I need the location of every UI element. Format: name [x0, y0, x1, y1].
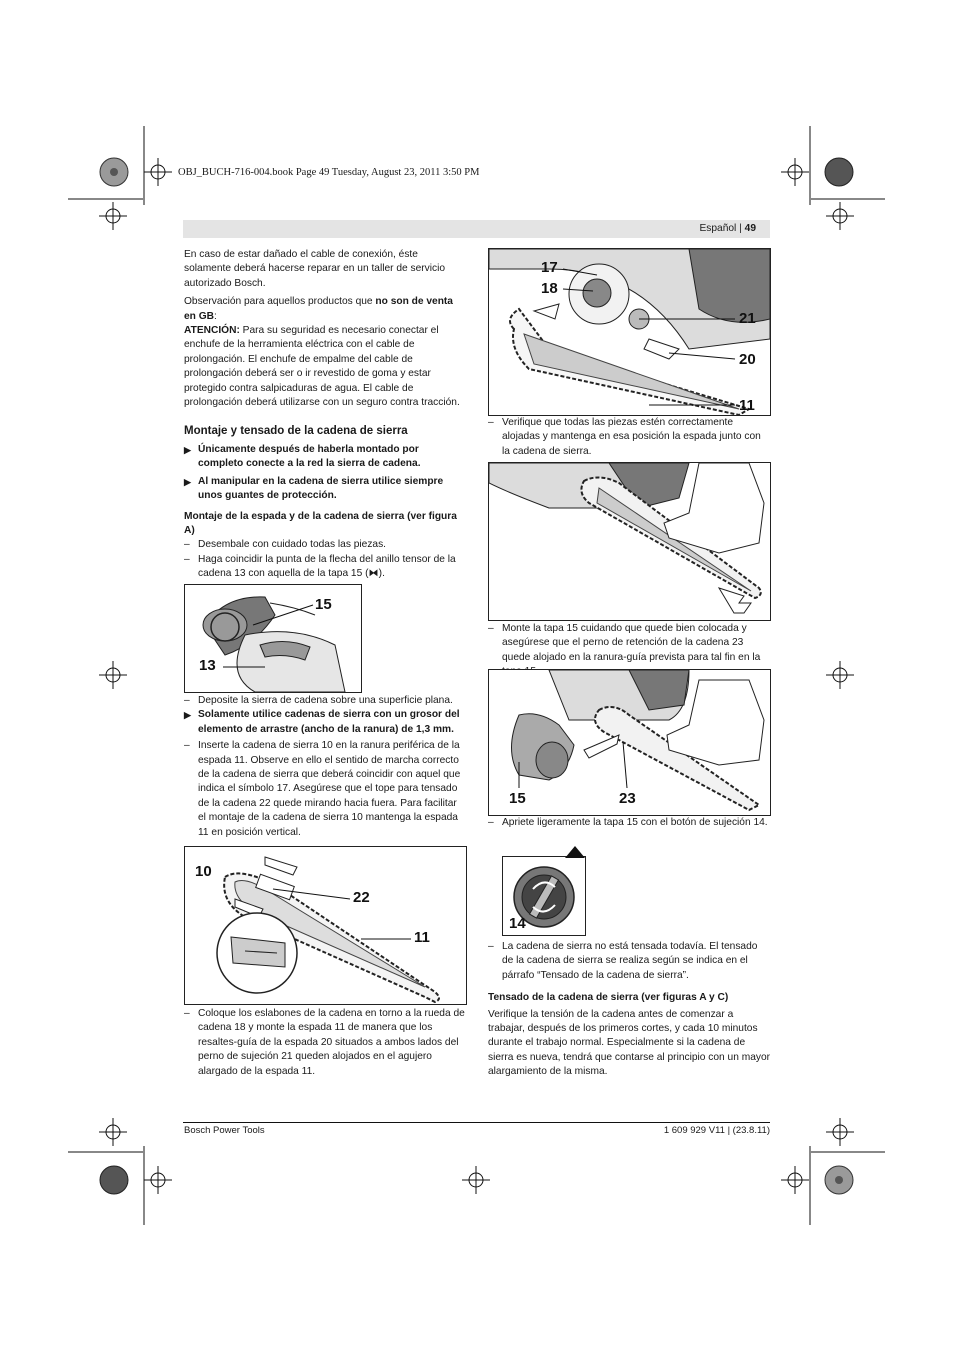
label-10: 10 [195, 863, 212, 880]
footer-rule [183, 1122, 770, 1123]
step-verify: – Verifique que todas las piezas estén correctamente alojadas y mantenga en esa posición la espada junto con la cadena de sierra. [488, 417, 761, 457]
step-mount-cover: – Monte la tapa 15 cuidando que quede bien colocada y asegúrese que el perno de retención de la cadena 23 quede alojado en la ranura-guía prevista para tal fin en la [488, 622, 770, 680]
step-mount-bar-text: Coloque los eslabones de la cadena en torno a la rueda de cadena 18 y monte la espada 11 de manera que los resaltes-guía de la espada 20 situados a ambos lados del perno de sujeción 21 queden alojados en el agujero alargado de la espada 11. [198, 1008, 465, 1077]
label-15: 15 [315, 596, 332, 613]
figure-fastening-knob [502, 856, 586, 936]
gb-note-colon: : [214, 310, 217, 322]
warning-1 [184, 443, 466, 472]
label-18: 18 [541, 280, 558, 297]
file-header: OBJ_BUCH-716-004.book Page 49 Tuesday, August 23, 2011 3:50 PM [178, 167, 480, 178]
label-14: 14 [509, 915, 526, 932]
step-flat-surface: – Deposite la sierra de cadena sobre una superficie plana. [184, 695, 453, 706]
label-11: 11 [414, 929, 430, 946]
left-column-lower [184, 694, 466, 840]
paragraph-attention [184, 324, 466, 410]
page-header [699, 222, 756, 236]
left-column-final [184, 1007, 466, 1079]
bullet-triangle-icon: ▶ [184, 476, 191, 487]
step-not-tensioned-text: La cadena de sierra no está tensada todavía. El tensado de la cadena de sierra se realiza según se indica en el párrafo “Tensado de la cadena de sierra”. [502, 941, 758, 981]
header-separator: | [739, 223, 742, 234]
step-mount-cover-text: Monte la tapa 15 cuidando que quede bien colocada y asegúrese que el perno de retención de la cadena 23 quede alojado en la ranura-guía prevista para tal fin en la [502, 623, 761, 663]
bullet-triangle-icon: ▶ [184, 444, 191, 455]
header-language: Español [699, 223, 737, 234]
footer-brand: Bosch Power Tools [184, 1125, 265, 1136]
step-not-tensioned: – La cadena de sierra no está tensada todavía. El tensado de la cadena de sierra se realiza según se indica en el párrafo “Tensado de la cadena de sierra”. [488, 941, 758, 981]
attention-text: Para su seguridad es necesario conectar el enchufe de la herramienta eléctrica con el cable de prolongación. El enchufe de empalme del cable de prolongación deberá ser o ir revestido de goma y estar protegido contra salpicaduras de agua. El cable de prolongación deberá utilizarse con un seguro contra tracción. [184, 325, 460, 409]
step-align-arrow: – Haga coincidir la punta de la flecha del anillo tensor de la cadena 13 con aquella de la tapa 15 (⧓). [184, 553, 456, 580]
paragraph-cable-repair: En caso de estar dañado el cable de conexión, éste solamente deberá hacerse reparar en un taller de servicio autorizado Bosch. [184, 249, 446, 289]
figure-mount-cover [488, 669, 771, 816]
step-mount-bar: – Coloque los eslabones de la cadena en torno a la rueda de cadena 18 y monte la espada 11 de manera que los resaltes-guía de la espada 20 situados a ambos lados del perno de sujeción 21 queden alojados en el agujero alargado de la espada 11. [184, 1008, 465, 1077]
warning-3 [184, 708, 466, 737]
page-header-bar [183, 220, 770, 238]
label-15: 15 [509, 790, 526, 807]
paragraph-gb-note [184, 295, 466, 324]
label-23: 23 [619, 790, 636, 807]
step-verify-text: Verifique que todas las piezas estén correctamente alojadas y mantenga en esa posición la espada junto con la cadena de sierra. [502, 417, 761, 457]
bullet-triangle-icon: ▶ [184, 710, 191, 721]
direction-triangle-icon [565, 846, 585, 858]
gb-note-bold: no son de venta en GB [184, 296, 453, 322]
warning-2 [184, 475, 466, 504]
step-unpack: – Desembale con cuidado todas las piezas. [184, 539, 387, 551]
label-21: 21 [739, 310, 756, 327]
label-11: 11 [739, 397, 755, 414]
right-column-final [488, 940, 770, 1080]
paragraph-tension-check: Verifique la tensión de la cadena antes de comenzar a trabajar, después de los primeros cortes, y cada 10 minutos durante el trabajo normal. Especialmente si la cadena de sierra es nueva, tendrá que contarse al principio con un mayor alargamiento de la misma. [488, 1008, 771, 1078]
step-unpack-text: Desembale con cuidado todas las piezas. [198, 539, 387, 551]
attention-label: ATENCIÓN: [184, 325, 240, 337]
figure-chain-on-bar [184, 846, 467, 1005]
footer-code: 1 609 929 V11 | (23.8.11) [663, 1125, 770, 1136]
label-20: 20 [739, 351, 756, 368]
warning-3-text: Solamente utilice cadenas de sierra con un grosor del elemento de arrastre (ancho de la ranura) de 1,3 mm. [198, 709, 460, 735]
hold-bar-illustration [489, 463, 770, 620]
step-tighten-block [488, 816, 770, 830]
step-tighten-knob: – Apriete ligeramente la tapa 15 con el botón de sujeción 14. [488, 817, 768, 828]
figure-sprocket-assembly [488, 248, 771, 416]
step-tighten-knob-text: Apriete ligeramente la tapa 15 con el botón de sujeción 14. [502, 817, 768, 828]
step-flat-surface-text: Deposite la sierra de cadena sobre una superficie plana. [198, 695, 453, 706]
subheading-assembly: Montaje de la espada y de la cadena de sierra (ver figura A) [184, 510, 457, 536]
step-align-arrow-text: Haga coincidir la punta de la flecha del anillo tensor de la cadena 13 con aquella de la tapa 15 (⧓). [198, 553, 456, 580]
section-heading: Montaje y tensado de la cadena de sierra [184, 425, 408, 438]
left-column [184, 248, 466, 582]
subheading-tensioning: Tensado de la cadena de sierra (ver figuras A y C) [488, 992, 729, 1004]
figure-hold-bar [488, 462, 771, 621]
step-insert-chain-text: Inserte la cadena de sierra 10 en la ranura periférica de la espada 11. Observe en ello el sentido de marcha correcto de la cadena de sierra que deberá coincidir con aquel que indica el símbolo 17. Asegúrese que el tope para tensado de la cadena 22 quede mirando hacia fuera. Para facilitar el montaje de la cadena de sierra 10 mantenga la espada 11 en posición vertical. [198, 740, 461, 838]
header-page-number: 49 [744, 223, 756, 234]
label-17: 17 [541, 259, 558, 276]
step-insert-chain: – Inserte la cadena de sierra 10 en la ranura periférica de la espada 11. Observe en ello el sentido de marcha correcto de la cadena de sierra que deberá coincidir con aquel que indica el símbolo 17. Asegúrese que el tope para tensado de la cadena 22 quede mirando hacia fuera. Para facilitar el montaje de la cadena de sierra 10 mantenga la espada 11 en posición vertical. [184, 740, 461, 838]
label-22: 22 [353, 889, 370, 906]
gb-note-text: Observación para aquellos productos que [184, 296, 376, 308]
label-13: 13 [199, 657, 216, 674]
figure-tension-ring [184, 584, 362, 693]
warning-1-text: Únicamente después de haberla montado por completo conecte a la red la sierra de cadena. [198, 443, 421, 470]
warning-2-text: Al manipular en la cadena de sierra utilice siempre unos guantes de protección. [198, 475, 444, 502]
step-verify-block [488, 416, 770, 459]
